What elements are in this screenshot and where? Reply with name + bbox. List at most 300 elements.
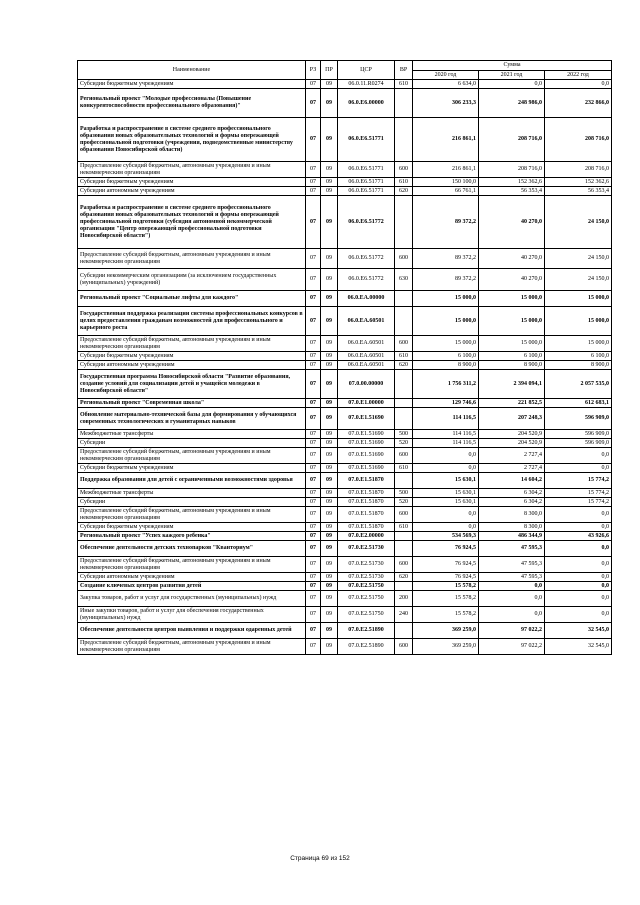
table-row <box>78 336 612 352</box>
row-amount-2020: 114 116,5 <box>413 430 479 439</box>
table-row <box>78 291 612 307</box>
row-rz: 07 <box>306 557 321 573</box>
row-rz: 07 <box>306 473 321 489</box>
row-amount-2021: 486 344,9 <box>479 532 545 541</box>
row-rz: 07 <box>306 399 321 408</box>
table-row <box>78 541 612 557</box>
row-vr: 600 <box>395 336 413 352</box>
row-amount-2022: 0,0 <box>545 573 612 582</box>
row-vr <box>395 196 413 249</box>
row-pr: 09 <box>321 187 338 196</box>
row-amount-2022: 32 545,0 <box>545 623 612 639</box>
row-name: Субсидии <box>78 498 306 507</box>
row-amount-2021: 15 000,0 <box>479 336 545 352</box>
row-amount-2021: 40 270,0 <box>479 269 545 291</box>
row-name: Субсидии бюджетным учреждениям <box>78 178 306 187</box>
row-pr: 09 <box>321 162 338 178</box>
row-name: Предоставление субсидий бюджетным, автономным учреждениям и иным некоммерческим организациям <box>78 448 306 464</box>
row-rz: 07 <box>306 80 321 89</box>
table-row <box>78 439 612 448</box>
row-amount-2021: 0,0 <box>479 582 545 591</box>
row-csr: 07.0.E1.51870 <box>338 498 395 507</box>
row-name: Разработка и распространение в системе среднего профессионального образования новых образовательных технологий и формы опережающей профессиональной подготовки (учреждения, подведомственные министерству образования Новосибирской области) <box>78 118 306 162</box>
row-vr: 520 <box>395 498 413 507</box>
row-csr: 07.0.E1.51870 <box>338 507 395 523</box>
row-amount-2020: 216 861,1 <box>413 162 479 178</box>
row-amount-2022: 208 716,0 <box>545 162 612 178</box>
row-amount-2022: 596 909,0 <box>545 408 612 430</box>
row-vr: 600 <box>395 639 413 655</box>
row-csr: 07.0.E2.51730 <box>338 573 395 582</box>
row-rz: 07 <box>306 607 321 623</box>
row-amount-2021: 2 727,4 <box>479 448 545 464</box>
row-csr: 07.0.E1.51690 <box>338 430 395 439</box>
row-amount-2021: 14 604,2 <box>479 473 545 489</box>
row-csr: 06.0.EA.60501 <box>338 352 395 361</box>
row-pr: 09 <box>321 291 338 307</box>
table-row <box>78 249 612 269</box>
row-csr: 06.0.E6.51771 <box>338 118 395 162</box>
row-vr: 630 <box>395 269 413 291</box>
row-name: Субсидии бюджетным учреждениям <box>78 352 306 361</box>
row-name: Государственная поддержка реализации системы профессиональных конкурсов в целях предоставления гражданам возможностей для профессионального и карьерного роста <box>78 307 306 336</box>
row-name: Региональный проект "Успех каждого ребенка" <box>78 532 306 541</box>
header-sum: Сумма <box>413 61 612 71</box>
row-vr: 600 <box>395 448 413 464</box>
row-pr: 09 <box>321 399 338 408</box>
row-name: Иные закупки товаров, работ и услуг для обеспечения государственных (муниципальных) нужд <box>78 607 306 623</box>
header-year-2020: 2020 год <box>413 71 479 80</box>
table-row <box>78 196 612 249</box>
row-amount-2022: 15 774,2 <box>545 473 612 489</box>
row-rz: 07 <box>306 370 321 399</box>
row-amount-2022: 24 150,0 <box>545 196 612 249</box>
row-name: Субсидии некоммерческим организациям (за исключением государственных (муниципальных) учреждений) <box>78 269 306 291</box>
row-name: Межбюджетные трансферты <box>78 489 306 498</box>
table-row <box>78 507 612 523</box>
row-amount-2021: 152 362,6 <box>479 178 545 187</box>
row-rz: 07 <box>306 89 321 118</box>
row-amount-2020: 15 578,2 <box>413 582 479 591</box>
row-rz: 07 <box>306 291 321 307</box>
row-csr: 07.0.E2.00000 <box>338 532 395 541</box>
row-amount-2020: 114 116,5 <box>413 439 479 448</box>
row-rz: 07 <box>306 118 321 162</box>
row-rz: 07 <box>306 573 321 582</box>
table-row <box>78 532 612 541</box>
row-csr: 07.0.E1.51690 <box>338 464 395 473</box>
row-amount-2021: 15 000,0 <box>479 291 545 307</box>
row-amount-2021: 47 595,3 <box>479 557 545 573</box>
row-amount-2020: 150 100,0 <box>413 178 479 187</box>
row-name: Создание ключевых центров развития детей <box>78 582 306 591</box>
row-name: Субсидии <box>78 439 306 448</box>
row-amount-2020: 8 900,0 <box>413 361 479 370</box>
row-rz: 07 <box>306 408 321 430</box>
table-row <box>78 187 612 196</box>
row-vr: 500 <box>395 489 413 498</box>
row-amount-2021: 0,0 <box>479 591 545 607</box>
row-amount-2021: 248 986,0 <box>479 89 545 118</box>
row-amount-2022: 0,0 <box>545 591 612 607</box>
header-vr: ВР <box>395 61 413 80</box>
row-vr: 620 <box>395 361 413 370</box>
row-pr: 09 <box>321 623 338 639</box>
row-amount-2021: 97 022,2 <box>479 639 545 655</box>
table-row <box>78 557 612 573</box>
row-csr: 06.0.EA.00000 <box>338 291 395 307</box>
row-pr: 09 <box>321 352 338 361</box>
row-vr: 600 <box>395 507 413 523</box>
row-amount-2022: 596 909,0 <box>545 439 612 448</box>
row-vr <box>395 408 413 430</box>
row-pr: 09 <box>321 118 338 162</box>
row-name: Субсидии автономным учреждениям <box>78 573 306 582</box>
row-amount-2021: 15 000,0 <box>479 307 545 336</box>
table-row <box>78 408 612 430</box>
row-vr <box>395 399 413 408</box>
row-amount-2021: 8 900,0 <box>479 361 545 370</box>
row-name: Субсидии бюджетным учреждениям <box>78 80 306 89</box>
row-amount-2022: 152 362,6 <box>545 178 612 187</box>
row-csr: 07.0.E2.51750 <box>338 607 395 623</box>
header-year-2022: 2022 год <box>545 71 612 80</box>
table-row <box>78 307 612 336</box>
row-amount-2022: 612 683,1 <box>545 399 612 408</box>
row-rz: 07 <box>306 249 321 269</box>
row-rz: 07 <box>306 178 321 187</box>
row-amount-2020: 216 861,1 <box>413 118 479 162</box>
row-name: Субсидии бюджетным учреждениям <box>78 464 306 473</box>
row-amount-2022: 0,0 <box>545 557 612 573</box>
row-amount-2021: 97 022,2 <box>479 623 545 639</box>
row-name: Предоставление субсидий бюджетным, автономным учреждениям и иным некоммерческим организациям <box>78 557 306 573</box>
row-csr: 06.0.E6.51771 <box>338 178 395 187</box>
row-csr: 06.0.E6.51771 <box>338 162 395 178</box>
row-pr: 09 <box>321 249 338 269</box>
row-pr: 09 <box>321 639 338 655</box>
row-amount-2020: 15 578,2 <box>413 607 479 623</box>
row-pr: 09 <box>321 607 338 623</box>
row-name: Предоставление субсидий бюджетным, автономным учреждениям и иным некоммерческим организациям <box>78 507 306 523</box>
table-row <box>78 118 612 162</box>
row-pr: 09 <box>321 178 338 187</box>
row-name: Закупка товаров, работ и услуг для государственных (муниципальных) нужд <box>78 591 306 607</box>
table-row <box>78 639 612 655</box>
row-amount-2022: 0,0 <box>545 523 612 532</box>
row-amount-2022: 232 866,0 <box>545 89 612 118</box>
row-amount-2021: 221 852,5 <box>479 399 545 408</box>
row-pr: 09 <box>321 573 338 582</box>
row-name: Обновление материально-технической базы для формирования у обучающихся современных технологических и гуманитарных навыков <box>78 408 306 430</box>
row-amount-2020: 306 233,3 <box>413 89 479 118</box>
row-amount-2022: 24 150,0 <box>545 249 612 269</box>
header-pr: ПР <box>321 61 338 80</box>
row-csr: 07.0.E2.51890 <box>338 623 395 639</box>
table-row <box>78 489 612 498</box>
row-name: Региональный проект "Молодые профессионалы (Повышение конкурентоспособности профессионального образования)" <box>78 89 306 118</box>
row-amount-2022: 0,0 <box>545 448 612 464</box>
row-pr: 09 <box>321 408 338 430</box>
row-amount-2020: 15 000,0 <box>413 336 479 352</box>
row-rz: 07 <box>306 464 321 473</box>
row-csr: 06.0.E6.51772 <box>338 249 395 269</box>
row-amount-2020: 6 634,0 <box>413 80 479 89</box>
row-vr: 520 <box>395 439 413 448</box>
row-amount-2020: 534 569,3 <box>413 532 479 541</box>
row-pr: 09 <box>321 307 338 336</box>
table-row <box>78 464 612 473</box>
row-rz: 07 <box>306 541 321 557</box>
row-pr: 09 <box>321 473 338 489</box>
row-vr <box>395 370 413 399</box>
row-pr: 09 <box>321 489 338 498</box>
row-amount-2022: 15 774,2 <box>545 498 612 507</box>
row-amount-2022: 24 150,0 <box>545 269 612 291</box>
row-amount-2022: 15 000,0 <box>545 307 612 336</box>
table-row <box>78 523 612 532</box>
row-amount-2021: 2 727,4 <box>479 464 545 473</box>
table-row <box>78 430 612 439</box>
row-amount-2021: 8 300,0 <box>479 507 545 523</box>
row-rz: 07 <box>306 639 321 655</box>
row-amount-2021: 47 595,3 <box>479 573 545 582</box>
row-rz: 07 <box>306 352 321 361</box>
row-amount-2021: 204 520,9 <box>479 439 545 448</box>
row-csr: 06.0.E6.51772 <box>338 269 395 291</box>
table-row <box>78 623 612 639</box>
row-vr: 610 <box>395 523 413 532</box>
row-vr: 610 <box>395 352 413 361</box>
row-vr <box>395 623 413 639</box>
row-pr: 09 <box>321 591 338 607</box>
row-amount-2022: 15 000,0 <box>545 336 612 352</box>
row-amount-2021: 40 270,0 <box>479 196 545 249</box>
budget-table <box>77 60 612 655</box>
table-row <box>78 607 612 623</box>
row-amount-2022: 15 774,2 <box>545 489 612 498</box>
row-rz: 07 <box>306 430 321 439</box>
row-vr: 610 <box>395 464 413 473</box>
row-amount-2021: 0,0 <box>479 607 545 623</box>
row-name: Предоставление субсидий бюджетным, автономным учреждениям и иным некоммерческим организациям <box>78 162 306 178</box>
row-csr: 06.0.EA.60501 <box>338 307 395 336</box>
row-name: Предоставление субсидий бюджетным, автономным учреждениям и иным некоммерческим организациям <box>78 336 306 352</box>
row-amount-2020: 15 000,0 <box>413 307 479 336</box>
row-csr: 07.0.E2.51890 <box>338 639 395 655</box>
table-row <box>78 178 612 187</box>
row-amount-2020: 6 100,0 <box>413 352 479 361</box>
row-name: Субсидии автономным учреждениям <box>78 361 306 370</box>
row-amount-2020: 369 259,0 <box>413 639 479 655</box>
row-pr: 09 <box>321 336 338 352</box>
row-csr: 07.0.E2.51750 <box>338 582 395 591</box>
row-amount-2022: 8 900,0 <box>545 361 612 370</box>
row-name: Разработка и распространение в системе среднего профессионального образования новых образовательных технологий и формы опережающей профессиональной подготовки (субсидия автономной некоммерческой организации "Центр опережающей профессиональной подготовки Новосибирской области") <box>78 196 306 249</box>
row-amount-2021: 208 716,0 <box>479 162 545 178</box>
row-amount-2020: 15 578,2 <box>413 591 479 607</box>
row-pr: 09 <box>321 557 338 573</box>
row-amount-2020: 15 000,0 <box>413 291 479 307</box>
row-amount-2022: 208 716,0 <box>545 118 612 162</box>
row-rz: 07 <box>306 196 321 249</box>
row-amount-2020: 0,0 <box>413 464 479 473</box>
row-rz: 07 <box>306 336 321 352</box>
page-number: Страница 69 из 152 <box>290 855 350 862</box>
row-amount-2020: 89 372,2 <box>413 249 479 269</box>
row-amount-2020: 76 924,5 <box>413 541 479 557</box>
row-pr: 09 <box>321 89 338 118</box>
row-csr: 07.0.00.00000 <box>338 370 395 399</box>
row-rz: 07 <box>306 532 321 541</box>
row-amount-2021: 208 716,0 <box>479 118 545 162</box>
row-amount-2021: 204 520,9 <box>479 430 545 439</box>
row-csr: 07.0.E1.00000 <box>338 399 395 408</box>
row-amount-2020: 0,0 <box>413 507 479 523</box>
row-amount-2021: 0,0 <box>479 80 545 89</box>
row-name: Субсидии бюджетным учреждениям <box>78 523 306 532</box>
row-name: Предоставление субсидий бюджетным, автономным учреждениям и иным некоммерческим организациям <box>78 249 306 269</box>
row-vr <box>395 118 413 162</box>
table-row <box>78 269 612 291</box>
row-amount-2021: 8 300,0 <box>479 523 545 532</box>
row-csr: 07.0.E1.51690 <box>338 448 395 464</box>
row-vr: 610 <box>395 178 413 187</box>
table-header <box>78 61 612 80</box>
row-csr: 07.0.E2.51730 <box>338 541 395 557</box>
row-pr: 09 <box>321 439 338 448</box>
table-row <box>78 573 612 582</box>
table-row <box>78 399 612 408</box>
row-amount-2020: 369 259,0 <box>413 623 479 639</box>
row-amount-2021: 40 270,0 <box>479 249 545 269</box>
row-amount-2022: 6 100,0 <box>545 352 612 361</box>
table-row <box>78 361 612 370</box>
row-pr: 09 <box>321 269 338 291</box>
row-vr <box>395 291 413 307</box>
row-rz: 07 <box>306 498 321 507</box>
row-amount-2022: 0,0 <box>545 607 612 623</box>
row-amount-2020: 15 630,1 <box>413 473 479 489</box>
row-amount-2022: 32 545,0 <box>545 639 612 655</box>
row-vr <box>395 473 413 489</box>
row-amount-2020: 0,0 <box>413 448 479 464</box>
row-amount-2021: 207 248,3 <box>479 408 545 430</box>
row-vr <box>395 89 413 118</box>
row-csr: 07.0.E2.51730 <box>338 557 395 573</box>
row-pr: 09 <box>321 464 338 473</box>
row-amount-2020: 15 630,1 <box>413 498 479 507</box>
table-row <box>78 591 612 607</box>
row-amount-2022: 43 926,6 <box>545 532 612 541</box>
row-rz: 07 <box>306 591 321 607</box>
row-amount-2022: 0,0 <box>545 80 612 89</box>
row-rz: 07 <box>306 489 321 498</box>
row-pr: 09 <box>321 541 338 557</box>
row-pr: 09 <box>321 196 338 249</box>
row-pr: 09 <box>321 532 338 541</box>
row-amount-2022: 0,0 <box>545 582 612 591</box>
row-amount-2020: 0,0 <box>413 523 479 532</box>
row-vr <box>395 582 413 591</box>
row-vr: 600 <box>395 249 413 269</box>
row-amount-2022: 15 000,0 <box>545 291 612 307</box>
row-name: Обеспечение деятельности детских технопарков "Кванториум" <box>78 541 306 557</box>
header-rz: РЗ <box>306 61 321 80</box>
row-amount-2020: 66 761,1 <box>413 187 479 196</box>
row-csr: 07.0.E1.51870 <box>338 473 395 489</box>
row-pr: 09 <box>321 523 338 532</box>
row-csr: 07.0.E2.51750 <box>338 591 395 607</box>
row-name: Государственная программа Новосибирской области "Развитие образования, создание условий для социализации детей и учащейся молодежи в Новосибирской области" <box>78 370 306 399</box>
row-amount-2022: 596 909,0 <box>545 430 612 439</box>
row-vr: 620 <box>395 187 413 196</box>
row-amount-2020: 129 746,6 <box>413 399 479 408</box>
row-pr: 09 <box>321 370 338 399</box>
row-pr: 09 <box>321 80 338 89</box>
table-row <box>78 473 612 489</box>
row-pr: 09 <box>321 582 338 591</box>
row-vr: 620 <box>395 573 413 582</box>
row-amount-2021: 6 100,0 <box>479 352 545 361</box>
table-row <box>78 162 612 178</box>
row-name: Поддержка образования для детей с ограниченными возможностями здоровья <box>78 473 306 489</box>
row-csr: 06.0.EA.60501 <box>338 336 395 352</box>
row-rz: 07 <box>306 523 321 532</box>
row-csr: 06.0.E6.51772 <box>338 196 395 249</box>
row-vr: 240 <box>395 607 413 623</box>
row-amount-2020: 1 756 311,2 <box>413 370 479 399</box>
row-amount-2022: 2 057 535,0 <box>545 370 612 399</box>
row-vr: 600 <box>395 162 413 178</box>
row-vr: 600 <box>395 557 413 573</box>
row-csr: 06.0.11.R0274 <box>338 80 395 89</box>
row-vr: 500 <box>395 430 413 439</box>
table-row <box>78 498 612 507</box>
row-name: Региональный проект "Социальные лифты для каждого" <box>78 291 306 307</box>
row-csr: 06.0.EA.60501 <box>338 361 395 370</box>
row-csr: 07.0.E1.51870 <box>338 489 395 498</box>
row-rz: 07 <box>306 162 321 178</box>
row-amount-2020: 89 372,2 <box>413 196 479 249</box>
row-name: Региональный проект "Современная школа" <box>78 399 306 408</box>
row-amount-2021: 2 394 094,1 <box>479 370 545 399</box>
row-amount-2022: 0,0 <box>545 464 612 473</box>
table-row <box>78 89 612 118</box>
row-pr: 09 <box>321 498 338 507</box>
row-rz: 07 <box>306 507 321 523</box>
row-amount-2021: 6 304,2 <box>479 498 545 507</box>
row-csr: 07.0.E1.51690 <box>338 439 395 448</box>
row-csr: 06.0.E6.00000 <box>338 89 395 118</box>
table-row <box>78 582 612 591</box>
table-body <box>78 80 612 655</box>
row-amount-2020: 76 924,5 <box>413 573 479 582</box>
table-row <box>78 370 612 399</box>
row-name: Обеспечение деятельности центров выявления и поддержки одаренных детей <box>78 623 306 639</box>
header-csr: ЦСР <box>338 61 395 80</box>
row-pr: 09 <box>321 361 338 370</box>
row-pr: 09 <box>321 507 338 523</box>
row-rz: 07 <box>306 307 321 336</box>
row-amount-2021: 56 353,4 <box>479 187 545 196</box>
row-amount-2020: 114 116,5 <box>413 408 479 430</box>
row-rz: 07 <box>306 187 321 196</box>
row-amount-2020: 15 630,1 <box>413 489 479 498</box>
row-pr: 09 <box>321 448 338 464</box>
row-amount-2020: 89 372,2 <box>413 269 479 291</box>
row-rz: 07 <box>306 448 321 464</box>
